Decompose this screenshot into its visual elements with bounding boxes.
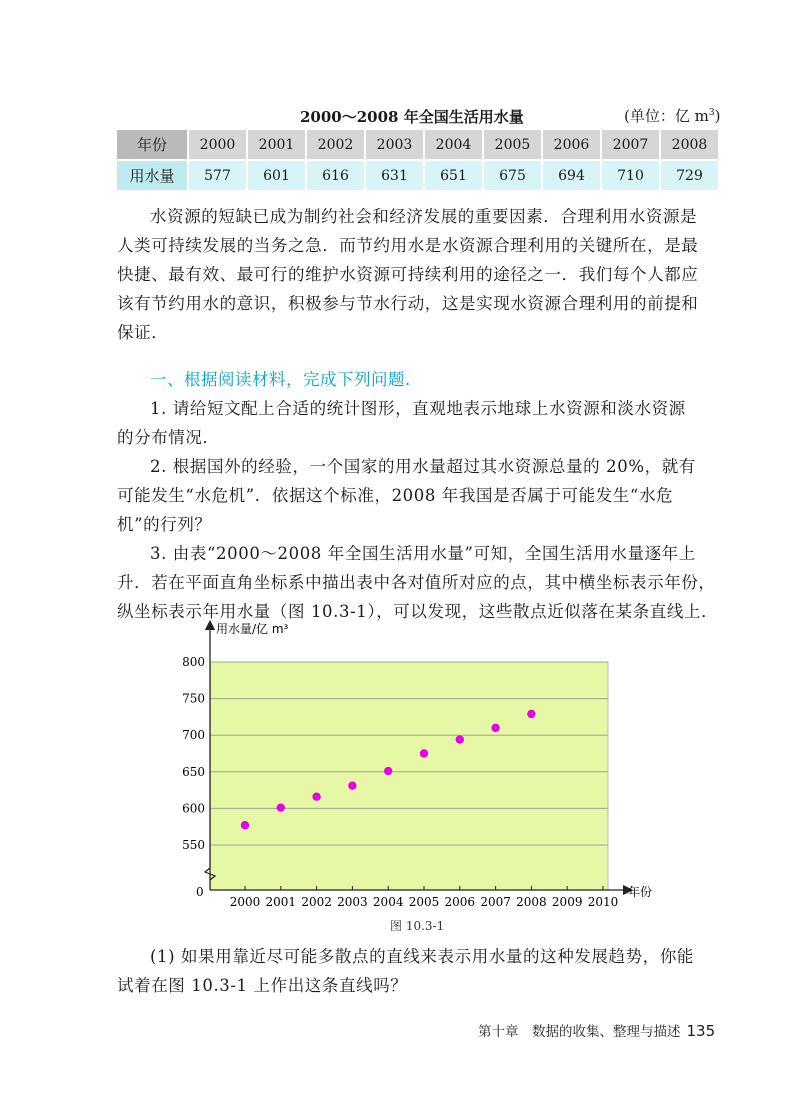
x-tick-label: 2000 [229,895,261,909]
usage-cell: 616 [306,160,365,190]
x-tick-label: 2004 [372,895,404,909]
usage-cell: 694 [542,160,601,190]
usage-cell: 601 [247,160,306,190]
year-cell: 2005 [483,130,542,160]
y-tick-label: 800 [182,655,205,669]
usage-cell: 631 [365,160,424,190]
text-line: 3. 由表“2000～2008 年全国生活用水量”可知，全国生活用水量逐年上 [150,544,696,563]
row-header-usage: 用水量 [117,160,188,190]
x-axis-label: 年份 [628,885,653,899]
usage-cell: 675 [483,160,542,190]
text-line: 该有节约用水的意识，积极参与节水行动，这是实现水资源合理利用的前提和 [117,294,699,313]
page-footer [478,1020,715,1040]
row-header-year: 年份 [117,130,188,160]
x-tick-label: 2008 [516,895,547,909]
unit-prefix: (单位：亿 m [624,107,709,125]
y-axis-label: 用水量/亿 m³ [216,622,289,636]
y-tick-label: 550 [182,838,205,852]
year-cell: 2007 [601,130,660,160]
text-line: 的分布情况． [117,428,220,447]
origin-label: 0 [196,885,204,899]
x-tick-label: 2009 [551,895,583,909]
data-point [384,767,392,775]
usage-cell: 729 [660,160,719,190]
text-line: (1) 如果用靠近尽可能多散点的直线来表示用水量的这种发展趋势，你能 [150,947,695,966]
unit-suffix: ) [714,107,721,125]
text-line: 纵坐标表示年用水量（图 10.3-1），可以发现，这些散点近似落在某条直线上． [117,602,719,621]
x-tick-label: 2005 [408,895,440,909]
y-tick-label: 750 [182,691,205,706]
y-tick-label: 700 [182,728,205,743]
x-tick-label: 2006 [444,895,476,909]
text-line: 可能发生“水危机”．依据这个标准，2008 年我国是否属于可能发生“水危 [117,486,674,505]
data-point [312,792,320,800]
year-cell: 2008 [660,130,719,160]
page-number: 135 [686,1022,716,1040]
table-title: 2000～2008 年全国生活用水量 [300,108,524,126]
data-point [527,710,535,718]
text-line: 快捷、最有效、最可行的维护水资源可持续利用的途径之一．我们每个人都应 [117,265,699,284]
year-cell: 2002 [306,130,365,160]
unit-sup: 3 [708,108,715,118]
year-cell: 2003 [365,130,424,160]
text-line: 水资源的短缺已成为制约社会和经济发展的重要因素．合理利用水资源是 [150,207,698,226]
x-tick-label: 2002 [301,895,332,909]
x-tick-label: 2010 [587,895,619,909]
text-line: 2. 根据国外的经验，一个国家的用水量超过其水资源总量的 20%，就有 [150,457,696,476]
section-title: 一、根据阅读材料，完成下列问题． [150,370,422,389]
plot-area [210,662,608,890]
chapter-title: 第十章 数据的收集、整理与描述 [478,1024,681,1040]
x-tick-label: 2003 [337,895,368,909]
x-tick-label: 2001 [265,895,297,909]
year-cell: 2000 [188,130,247,160]
text-line: 保证． [117,323,169,342]
usage-cell: 710 [601,160,660,190]
y-tick-label: 650 [182,764,205,779]
usage-cell: 651 [424,160,483,190]
data-point [456,735,464,743]
text-line: 机”的行列？ [117,515,212,534]
data-point [348,782,356,790]
year-cell: 2004 [424,130,483,160]
usage-cell: 577 [188,160,247,190]
text-line: 升．若在平面直角坐标系中描出表中各对值所对应的点，其中横坐标表示年份， [117,573,716,592]
data-point [420,749,428,757]
year-cell: 2001 [247,130,306,160]
x-tick-label: 2007 [480,895,511,909]
data-point [277,803,285,811]
year-cell: 2006 [542,130,601,160]
y-tick-label: 600 [182,801,205,816]
text-line: 1. 请给短文配上合适的统计图形，直观地表示地球上水资源和淡水资源 [150,399,686,418]
text-line: 试着在图 10.3-1 上作出这条直线吗？ [117,976,408,995]
sub-question-1 [117,942,727,1000]
text-line: 人类可持续发展的当务之急．而节约用水是水资源合理利用的关键所在，是最 [117,236,699,255]
data-point [491,724,499,732]
data-point [241,821,249,829]
figure-caption: 图 10.3-1 [390,919,445,933]
